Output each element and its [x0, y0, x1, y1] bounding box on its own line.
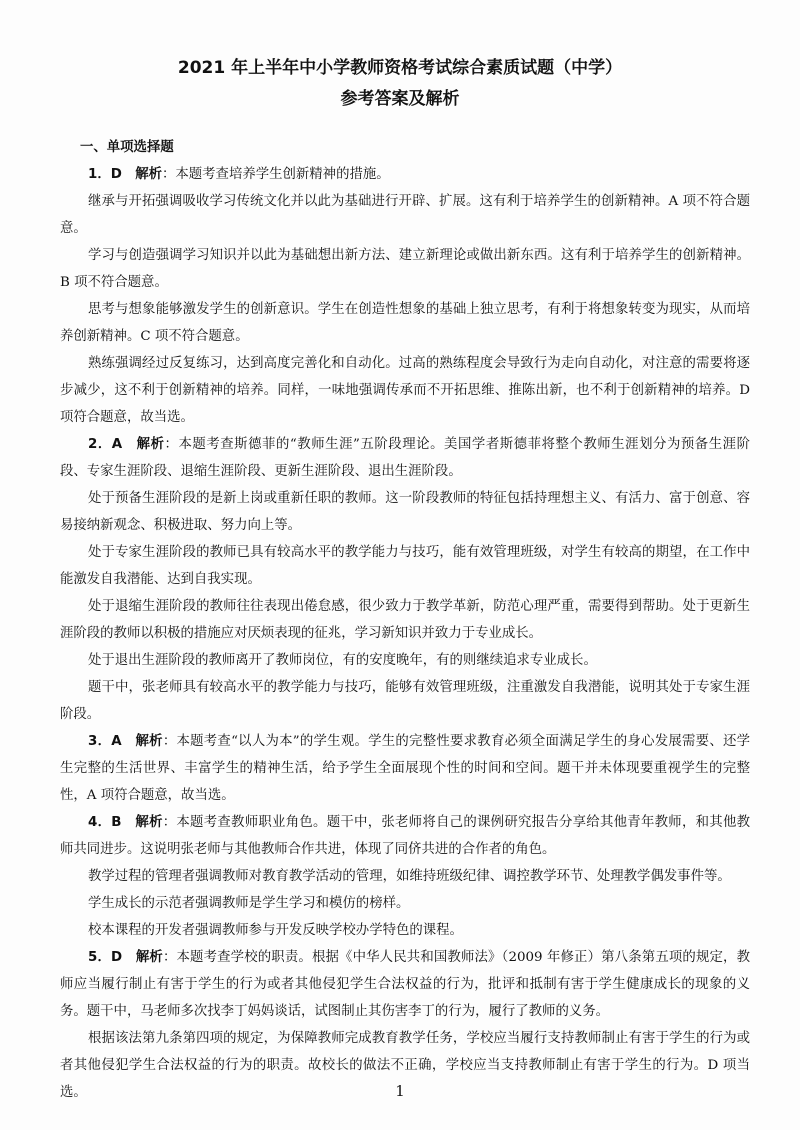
- answer-1-paragraph: 继承与开拓强调吸收学习传统文化并以此为基础进行开辟、扩展。这有利于培养学生的创新精神。A 项不符合题意。: [60, 194, 750, 236]
- page-subtitle: 参考答案及解析: [340, 89, 460, 109]
- page-number: 1: [395, 1082, 405, 1100]
- answer-4-number: 4．B: [88, 815, 122, 830]
- answer-4-paragraph: 学生成长的示范者强调教师是学生学习和模仿的榜样。: [88, 896, 410, 911]
- page-title: 2021 年上半年中小学教师资格考试综合素质试题（中学）: [177, 58, 623, 78]
- answer-3-lead: 3．A 解析：本题考查“以人为本”的学生观。学生的完整性要求教育必须全面满足学生的身心发展需要、还学生完整的生活世界、丰富学生的精神生活，给予学生全面展现个性的时间和空间。题干并未体现要重视学生的完整性，A 项符合题意，故当选。: [60, 734, 751, 803]
- answer-2-paragraph: 题干中，张老师具有较高水平的教学能力与技巧，能够有效管理班级，注重激发自我潜能，说明其处于专家生涯阶段。: [60, 680, 750, 722]
- answer-5-number: 5．D: [88, 950, 123, 965]
- answer-2-paragraph: 处于退出生涯阶段的教师离开了教师岗位，有的安度晚年，有的则继续追求专业成长。: [88, 653, 597, 668]
- answer-1-paragraph: 学习与创造强调学习知识并以此为基础想出新方法、建立新理论或做出新东西。这有利于培养学生的创新精神。B 项不符合题意。: [60, 248, 750, 290]
- answer-3-number: 3．A: [88, 734, 122, 749]
- answer-2-label: 解析: [136, 437, 165, 452]
- answer-3-label: 解析: [135, 734, 163, 749]
- answer-5-paragraph: 根据该法第九条第四项的规定，为保障教师完成教育教学任务，学校应当履行支持教师制止有害于学生的行为或者其他侵犯学生合法权益的行为的职责。故校长的做法不正确，学校应当支持教师制止有害于学生的行为。D 项当选。: [60, 1031, 750, 1100]
- answer-2-number: 2．A: [88, 437, 123, 452]
- answer-2-paragraph: 处于退缩生涯阶段的教师往往表现出倦怠感，很少致力于教学革新，防范心理严重，需要得到帮助。处于更新生涯阶段的教师以积极的措施应对厌烦表现的征兆，学习新知识并致力于专业成长。: [60, 599, 750, 641]
- answer-2-paragraph: 处于预备生涯阶段的是新上岗或重新任职的教师。这一阶段教师的特征包括持理想主义、有活力、富于创意、容易接纳新观念、积极进取、努力向上等。: [60, 491, 750, 533]
- answer-5-lead: 5．D 解析：本题考查学校的职责。根据《中华人民共和国教师法》（2009 年修正）第八条第五项的规定，教师应当履行制止有害于学生的行为或者其他侵犯学生合法权益的行为，批评和抵制有害于学生健康成长的现象的义务。题干中，马老师多次找李丁妈妈谈话，试图制止其伤害李丁的行为，履行了教师的义务。: [60, 950, 750, 1019]
- section-heading: 一、单项选择题: [80, 140, 174, 155]
- answer-body: [60, 134, 750, 1106]
- answer-4-paragraph: 教学过程的管理者强调教师对教育教学活动的管理，如维持班级纪律、调控教学环节、处理教学偶发事件等。: [88, 869, 731, 884]
- answer-1-label: 解析: [135, 167, 162, 182]
- answer-1-paragraph: 熟练强调经过反复练习，达到高度完善化和自动化。过高的熟练程度会导致行为走向自动化，对注意的需要将逐步减少，这不利于创新精神的培养。同样，一味地强调传承而不开拓思维、推陈出新，也不利于创新精神的培养。D 项符合题意，故当选。: [60, 356, 750, 425]
- answer-1-lead: 1．D 解析：本题考查培养学生创新精神的措施。: [88, 167, 390, 182]
- answer-5-label: 解析: [135, 950, 163, 965]
- answer-4-paragraph: 校本课程的开发者强调教师参与开发反映学校办学特色的课程。: [88, 923, 463, 938]
- answer-1-number: 1．D: [88, 167, 122, 182]
- answer-1-paragraph: 思考与想象能够激发学生的创新意识。学生在创造性想象的基础上独立思考，有利于将想象转变为现实，从而培养创新精神。C 项不符合题意。: [60, 302, 750, 344]
- answer-4-lead: 4．B 解析：本题考查教师职业角色。题干中，张老师将自己的课例研究报告分享给其他青年教师，和其他教师共同进步。这说明张老师与其他教师合作共进，体现了同侪共进的合作者的角色。: [60, 815, 750, 857]
- answer-2-lead: 2．A 解析：本题考查斯德菲的“教师生涯”五阶段理论。美国学者斯德菲将整个教师生涯划分为预备生涯阶段、专家生涯阶段、退缩生涯阶段、更新生涯阶段、退出生涯阶段。: [60, 437, 750, 479]
- answer-2-paragraph: 处于专家生涯阶段的教师已具有较高水平的教学能力与技巧，能有效管理班级，对学生有较高的期望，在工作中能激发自我潜能、达到自我实现。: [60, 545, 750, 587]
- answer-4-label: 解析: [135, 815, 163, 830]
